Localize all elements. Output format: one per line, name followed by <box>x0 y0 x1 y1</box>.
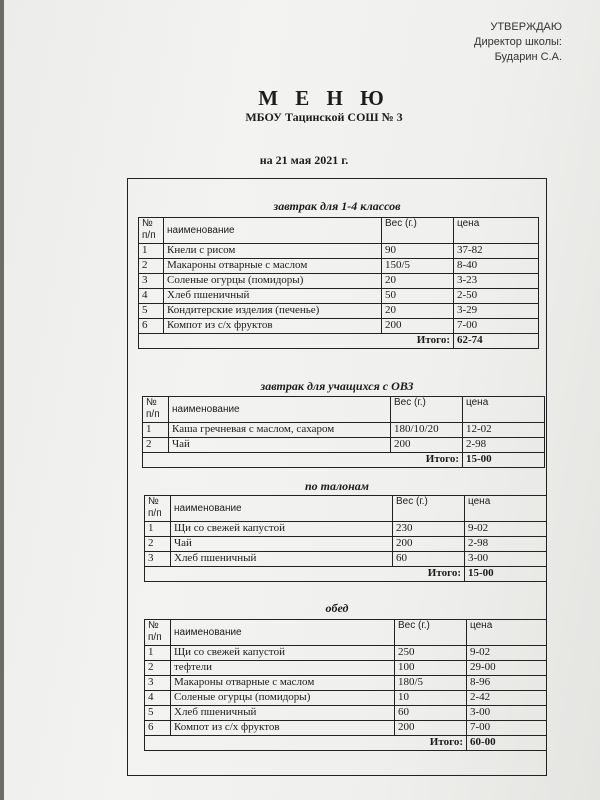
table-row <box>145 661 547 676</box>
item-price: 29-00 <box>467 661 547 676</box>
item-weight: 90 <box>382 244 454 259</box>
item-name: Макароны отварные с маслом <box>171 676 395 691</box>
item-name: Щи со свежей капустой <box>171 522 393 537</box>
table-row <box>145 522 547 537</box>
item-num: 1 <box>145 522 171 537</box>
item-price: 7-00 <box>467 721 547 736</box>
header-num: № п/п <box>145 496 171 522</box>
section-title: завтрак для 1-4 классов <box>273 199 401 213</box>
approval-heading: УТВЕРЖДАЮ <box>490 21 562 33</box>
document-title: М Е Н Ю <box>258 86 390 110</box>
total-row <box>145 567 547 582</box>
table-row <box>145 706 547 721</box>
item-num: 1 <box>145 646 171 661</box>
item-name: Макароны отварные с маслом <box>164 259 382 274</box>
item-num: 2 <box>145 537 171 552</box>
total-label: Итого: <box>391 453 463 468</box>
item-num: 3 <box>139 274 164 289</box>
item-price: 12-02 <box>463 423 545 438</box>
table-row <box>145 721 547 736</box>
item-weight: 60 <box>393 552 465 567</box>
table-row <box>145 552 547 567</box>
item-weight: 100 <box>395 661 467 676</box>
menu-table <box>138 217 539 349</box>
table-row <box>145 691 547 706</box>
item-weight: 180/10/20 <box>391 423 463 438</box>
item-weight: 180/5 <box>395 676 467 691</box>
item-name: Компот из с/х фруктов <box>171 721 395 736</box>
item-name: Кондитерские изделия (печенье) <box>164 304 382 319</box>
item-name: Соленые огурцы (помидоры) <box>171 691 395 706</box>
item-name: Хлеб пшеничный <box>171 706 395 721</box>
total-value: 15-00 <box>463 453 545 468</box>
item-price: 9-02 <box>467 646 547 661</box>
item-weight: 20 <box>382 274 454 289</box>
header-weight: Вес (г.) <box>395 620 467 646</box>
total-label: Итого: <box>395 736 467 751</box>
total-value: 15-00 <box>465 567 547 582</box>
item-weight: 230 <box>393 522 465 537</box>
header-weight: Вес (г.) <box>382 218 454 244</box>
total-row <box>143 453 545 468</box>
approval-block <box>474 20 562 65</box>
total-label: Итого: <box>382 334 454 349</box>
section-title: по талонам <box>304 479 370 493</box>
item-price: 8-96 <box>467 676 547 691</box>
menu-frame <box>127 178 547 776</box>
item-num: 6 <box>139 319 164 334</box>
item-price: 2-50 <box>454 289 539 304</box>
item-weight: 20 <box>382 304 454 319</box>
item-weight: 150/5 <box>382 259 454 274</box>
menu-table <box>142 396 545 468</box>
header-price: цена <box>463 397 545 423</box>
table-header-row <box>139 218 539 244</box>
header-name: наименование <box>171 496 393 522</box>
table-row <box>145 537 547 552</box>
total-row <box>145 736 547 751</box>
item-num: 3 <box>145 552 171 567</box>
table-row <box>143 423 545 438</box>
header-price: цена <box>467 620 547 646</box>
item-name: Чай <box>171 537 393 552</box>
item-price: 3-23 <box>454 274 539 289</box>
header-weight: Вес (г.) <box>393 496 465 522</box>
item-price: 7-00 <box>454 319 539 334</box>
header-name: наименование <box>169 397 391 423</box>
header-num: № п/п <box>139 218 164 244</box>
approval-position: Директор школы: <box>474 36 562 48</box>
table-row <box>139 289 539 304</box>
menu-table <box>144 495 547 582</box>
item-price: 3-00 <box>465 552 547 567</box>
table-row <box>139 304 539 319</box>
table-row <box>145 676 547 691</box>
table-row <box>139 244 539 259</box>
table-row <box>139 259 539 274</box>
menu-table <box>144 619 547 751</box>
section-title: обед <box>325 601 349 615</box>
item-num: 2 <box>139 259 164 274</box>
item-weight: 200 <box>393 537 465 552</box>
total-value: 60-00 <box>467 736 547 751</box>
table-header-row <box>145 496 547 522</box>
item-num: 5 <box>145 706 171 721</box>
item-weight: 200 <box>395 721 467 736</box>
header-name: наименование <box>171 620 395 646</box>
header-weight: Вес (г.) <box>391 397 463 423</box>
total-spacer <box>145 736 395 751</box>
table-row <box>139 274 539 289</box>
item-price: 2-42 <box>467 691 547 706</box>
item-price: 2-98 <box>463 438 545 453</box>
item-num: 2 <box>143 438 169 453</box>
item-num: 1 <box>143 423 169 438</box>
total-label: Итого: <box>393 567 465 582</box>
item-num: 5 <box>139 304 164 319</box>
item-price: 9-02 <box>465 522 547 537</box>
menu-date: на 21 мая 2021 г. <box>259 153 349 167</box>
item-num: 4 <box>145 691 171 706</box>
section-title: завтрак для учащихся с ОВЗ <box>260 379 414 393</box>
menu-document <box>4 0 600 800</box>
table-header-row <box>143 397 545 423</box>
total-spacer <box>139 334 382 349</box>
table-row <box>139 319 539 334</box>
item-weight: 200 <box>382 319 454 334</box>
item-price: 3-29 <box>454 304 539 319</box>
item-name: Кнели с рисом <box>164 244 382 259</box>
item-name: Компот из с/х фруктов <box>164 319 382 334</box>
item-weight: 250 <box>395 646 467 661</box>
item-weight: 200 <box>391 438 463 453</box>
approval-signatory: Бударин С.А. <box>494 51 562 63</box>
item-weight: 50 <box>382 289 454 304</box>
table-row <box>143 438 545 453</box>
item-name: тефтели <box>171 661 395 676</box>
item-price: 37-82 <box>454 244 539 259</box>
item-weight: 10 <box>395 691 467 706</box>
item-name: Чай <box>169 438 391 453</box>
table-row <box>145 646 547 661</box>
total-row <box>139 334 539 349</box>
header-name: наименование <box>164 218 382 244</box>
item-name: Каша гречневая с маслом, сахаром <box>169 423 391 438</box>
item-price: 8-40 <box>454 259 539 274</box>
item-num: 3 <box>145 676 171 691</box>
item-price: 2-98 <box>465 537 547 552</box>
item-name: Щи со свежей капустой <box>171 646 395 661</box>
total-spacer <box>143 453 391 468</box>
header-num: № п/п <box>145 620 171 646</box>
table-header-row <box>145 620 547 646</box>
item-name: Хлеб пшеничный <box>164 289 382 304</box>
item-name: Соленые огурцы (помидоры) <box>164 274 382 289</box>
item-num: 2 <box>145 661 171 676</box>
total-value: 62-74 <box>454 334 539 349</box>
header-num: № п/п <box>143 397 169 423</box>
item-weight: 60 <box>395 706 467 721</box>
item-name: Хлеб пшеничный <box>171 552 393 567</box>
header-price: цена <box>465 496 547 522</box>
header-price: цена <box>454 218 539 244</box>
item-price: 3-00 <box>467 706 547 721</box>
item-num: 6 <box>145 721 171 736</box>
item-num: 4 <box>139 289 164 304</box>
total-spacer <box>145 567 393 582</box>
school-name: МБОУ Тацинской СОШ № 3 <box>245 110 403 124</box>
item-num: 1 <box>139 244 164 259</box>
